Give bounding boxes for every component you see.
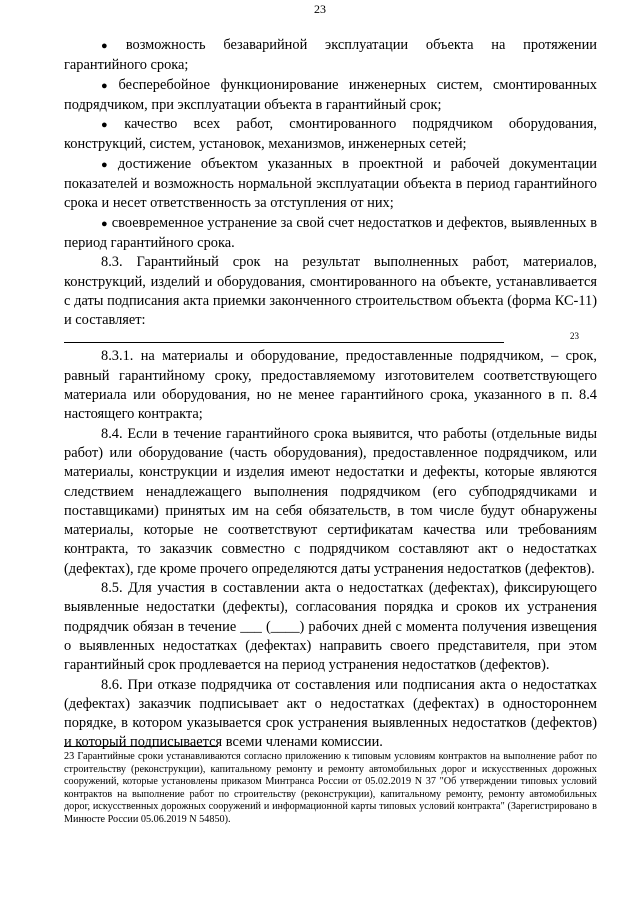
bullet-text: возможность безаварийной эксплуатации объекта на протяжении гарантийного срока; [64, 37, 597, 74]
page-number: 23 [314, 2, 326, 16]
bullet-icon: ● [101, 40, 122, 52]
bullet-text: бесперебойное функционирование инженерных систем, смонтированных подрядчиком, при эксплуатации объекта в гарантийный срок; [64, 76, 597, 113]
bullet-text: своевременное устранение за свой счет недостатков и дефектов, выявленных в период гарантийного срока. [64, 214, 598, 251]
bullet-text: достижение объектом указанных в проектной и рабочей документации показателей и возможность нормальной эксплуатации объекта в период гарантийного срока и несет ответственность за отступления от них; [64, 155, 597, 212]
body-text [64, 36, 597, 753]
divider-line [64, 342, 504, 343]
footnote-text: 23 Гарантийные сроки устанавливаются согласно приложению к типовым условиям контрактов на выполнение работ по строительству (реконструкции), капитальному ремонту и ремонту автомобильных дорог и искусственных дорожных сооружений, которые установлены приказом Минтранса России от 05.02.2019 N 37 "Об утверждении типовых условий контрактов на выполнение работ по строительству (реконструкции), капитальному ремонту, ремонту автомобильных дорог, искусственных дорожных сооружений и информационной карты типовых условий контракта" (Зарегистрировано в Минюсте России 05.06.2019 N 54850). [64, 751, 597, 825]
paragraph-8-6: 8.6. При отказе подрядчика от составления или подписания акта о недостатках (дефектах) заказчик подписывает акт о недостатках (дефектах) в одностороннем порядке, в котором указывается срок устранения выявленных недостатков (дефектов) и который подписывается всеми членами комиссии. [64, 676, 597, 751]
paragraph-8-3-1: 8.3.1. на материалы и оборудование, предоставленные подрядчиком, – срок, равный гарантийному сроку, предоставляемому изготовителем соответствующего материала или оборудования, но не менее гарантийного срока, указанного в п. 8.4 настоящего контракта; [64, 348, 597, 423]
bullet-item [64, 155, 597, 214]
bullet-icon: ● [101, 79, 115, 92]
paragraph-8-3: 8.3. Гарантийный срок на результат выполненных работ, материалов, конструкций, изделий и оборудования, смонтированного на объекте, устанавливается с даты подписания акта приемки законченного строительством объекта (форма КС-11) и составляет: [64, 254, 597, 329]
paragraph-8-5: 8.5. Для участия в составлении акта о недостатках (дефектах), фиксирующего выявленные недостатки (дефекты), согласования порядка и сроков их устранения подрядчик обязан в течение ___ (____) рабочих дней с момента получения извещения о выявленных недостатках (дефектах) направить своего представителя, при этом гарантийный срок продлевается на период устранения недостатков (дефектов). [64, 580, 597, 674]
footnote-separator [64, 746, 218, 747]
bullet-item [64, 36, 597, 76]
bullet-icon: ● [101, 119, 121, 132]
bullet-icon: ● [101, 158, 114, 171]
bullet-item [64, 76, 597, 116]
bullet-item [64, 214, 597, 254]
footnote-reference: 23 [570, 331, 579, 342]
bullet-item [64, 115, 597, 155]
paragraph-8-4: 8.4. Если в течение гарантийного срока выявится, что работы (отдельные виды работ) или оборудование (часть оборудования), предоставленное подрядчиком, или материалы, конструкции и изделия имеют недостатки и дефекты, которые являются следствием ненадлежащего выполнения подрядчиком (его субподрядчиками и поставщиками) принятых им на себя обязательств, в том числе будут обнаружены материалы, которые не соответствуют сертификатам качества или требованиям контракта, то заказчик совместно с подрядчиком составляют акт о недостатках (дефектах), где кроме прочего определяются даты устранения недостатков (дефектов). [64, 425, 597, 577]
bullet-icon: ● [101, 217, 108, 230]
bullet-text: качество всех работ, смонтированного подрядчиком оборудования, конструкций, систем, установок, механизмов, инженерных сетей; [64, 116, 597, 153]
